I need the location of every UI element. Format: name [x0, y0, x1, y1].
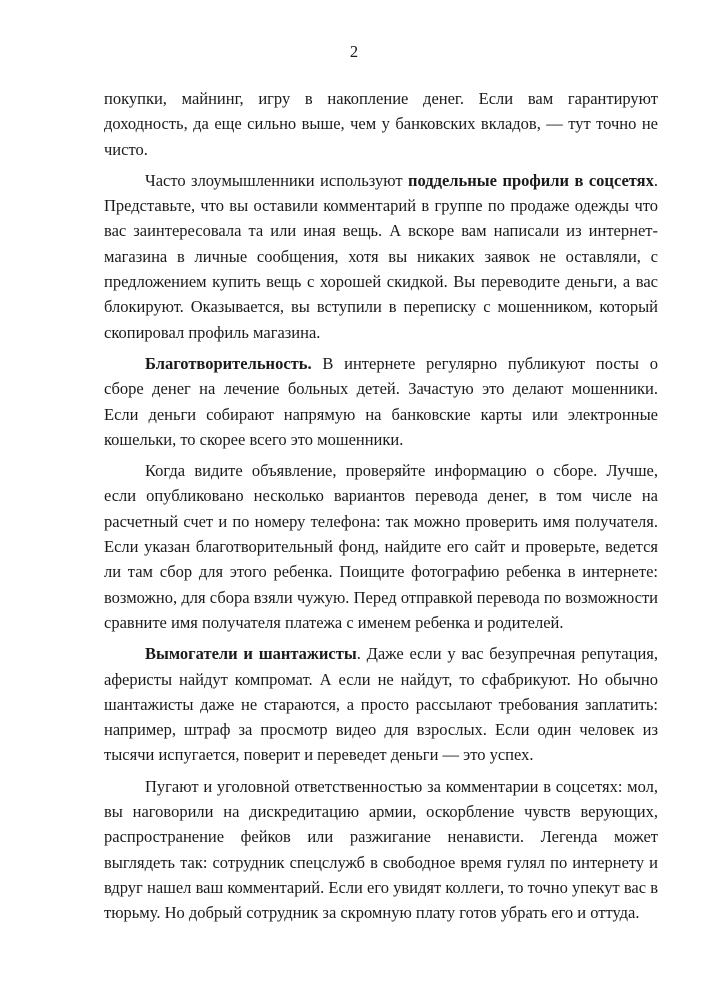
text-run: Часто злоумышленники используют	[145, 170, 408, 190]
text-run: покупки, майнинг, игру в накопление денег. Если вам гарантируют доходность, да еще сильно выше, чем у банковских вкладов, — тут точно не чисто.	[104, 89, 658, 159]
paragraph	[104, 458, 658, 635]
document-body	[104, 86, 658, 926]
bold-text: поддельные профили в соцсетях	[408, 170, 654, 190]
page-number: 2	[349, 42, 359, 61]
bold-text: Вымогатели и шантажисты	[145, 644, 357, 664]
text-run: . Даже если у вас безупречная репутация, аферисты найдут компромат. А если не найдут, то сфабрикуют. Но обычно шантажисты даже не стараются, а просто рассылают требования заплатить: например, штраф за просмотр видео для взрослых. Если один человек из тысячи испугается, поверит и переведет деньги — это успех.	[104, 644, 658, 765]
paragraph	[104, 168, 658, 345]
paragraph	[104, 351, 658, 452]
text-run: Пугают и уголовной ответственностью за комментарии в соцсетях: мол, вы наговорили на дискредитацию армии, оскорбление чувств верующих, распространение фейков или разжигание ненависти. Легенда может выглядеть так: сотрудник спецслужб в свободное время гулял по интернету и вдруг нашел ваш комментарий. Если его увидят коллеги, то точно упекут вас в тюрьму. Но добрый сотрудник за скромную плату готов убрать его и оттуда.	[104, 776, 658, 923]
text-run: В интернете регулярно публикуют посты о сборе денег на лечение больных детей. Зачастую это делают мошенники. Если деньги собирают напрямую на банковские карты или электронные кошельки, то скорее всего это мошенники.	[104, 353, 658, 449]
paragraph	[104, 86, 658, 162]
bold-text: Благотворительность.	[145, 353, 312, 373]
paragraph	[104, 641, 658, 767]
paragraph	[104, 774, 658, 926]
text-run: . Представьте, что вы оставили комментарий в группе по продаже одежды что вас заинтересовала та или иная вещь. А вскоре вам написали из интернет-магазина в личные сообщения, хотя вы никаких заявок не оставляли, с предложением купить вещь с хорошей скидкой. Вы переводите деньги, а вас блокируют. Оказывается, вы вступили в переписку с мошенником, который скопировал профиль магазина.	[104, 170, 658, 342]
text-run: Когда видите объявление, проверяйте информацию о сборе. Лучше, если опубликовано несколько вариантов перевода денег, в том числе на расчетный счет и по номеру телефона: так можно проверить имя получателя. Если указан благотворительный фонд, найдите его сайт и проверьте, ведется ли там сбор для этого ребенка. Поищите фотографию ребенка в интернете: возможно, для сбора взяли чужую. Перед отправкой перевода по возможности сравните имя получателя платежа с именем ребенка и родителей.	[104, 461, 658, 632]
